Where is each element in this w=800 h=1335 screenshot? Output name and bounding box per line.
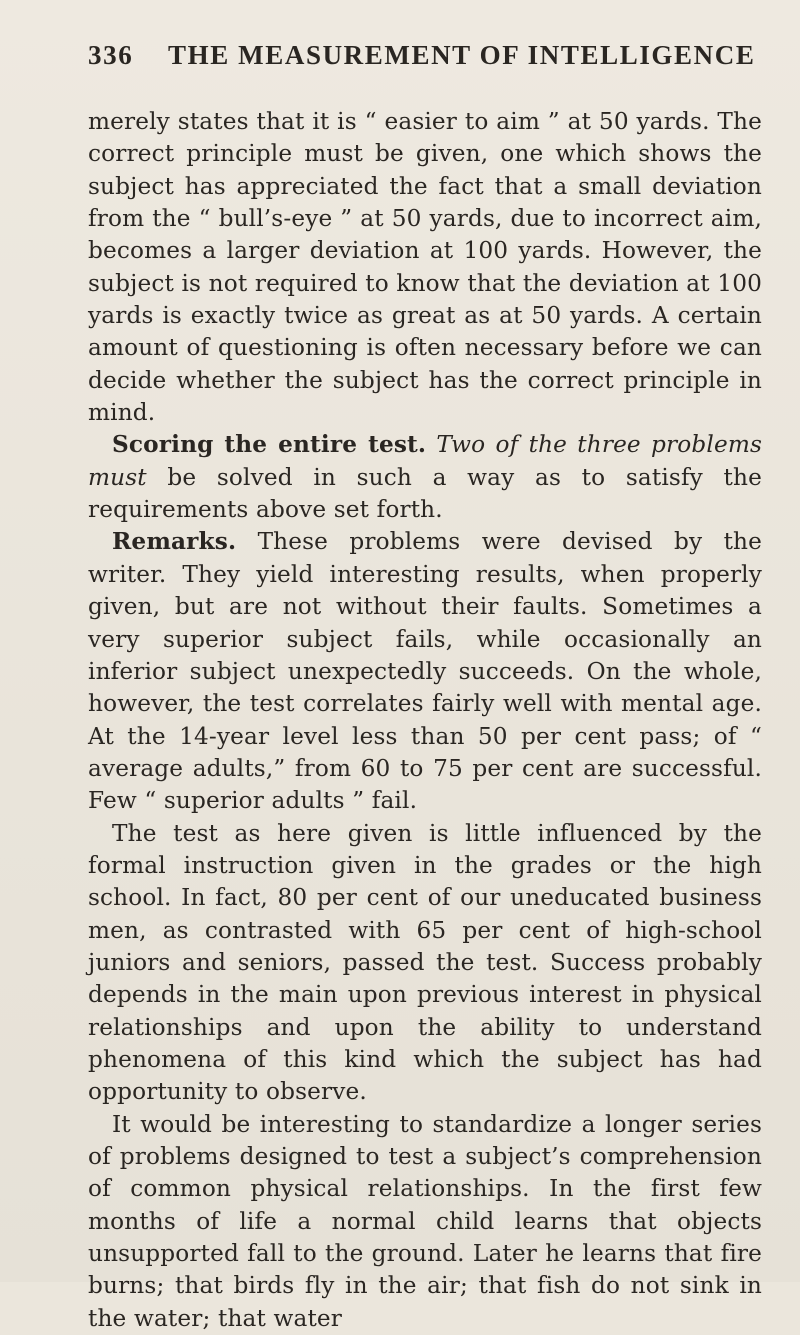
run-in-heading-remarks: Remarks. — [112, 528, 237, 556]
paragraph-scoring — [88, 429, 762, 526]
paragraph-text: be solved in such a way as to satisfy the requirements above set forth. — [88, 463, 762, 524]
paragraph-remarks — [88, 526, 762, 817]
body-text — [88, 106, 762, 1335]
run-in-heading-scoring: Scoring the entire test. — [112, 431, 427, 459]
paragraph-continuation — [88, 106, 762, 429]
paragraph-text: The test as here given is little influenced by the formal instruction given in the grades or the high school. In fact, 80 per cent of our uneducated business men, as contrasted with 65 per cent of high-school juniors and seniors, passed the test. Success probably depends in the main upon previous interest in physical relationships and upon the ability to understand phenomena of this kind which the subject has had opportunity to observe. — [88, 819, 762, 1106]
italic-text: Two of the three problems must — [88, 431, 763, 491]
running-head — [88, 40, 762, 78]
page-title: THE MEASUREMENT OF INTELLIGENCE — [168, 40, 756, 70]
paragraph-text: merely states that it is “ easier to aim ” at 50 yards. The correct principle must be given, one which shows the subject has appreciated the fact that a small deviation from the “ bull’s-eye ” at 50 yards, due to incorrect aim, becomes a larger deviation at 100 yards. However, the subject is not required to know that the deviation at 100 yards is exactly twice as great as at 50 yards. A certain amount of questioning is often necessary before we can decide whether the subject has the correct principle in mind. — [88, 108, 762, 427]
page-number: 336 — [88, 40, 134, 70]
paragraph-standardize — [88, 1109, 762, 1335]
paragraph-text: These problems were devised by the writer. They yield interesting results, when properly given, but are not without their faults. Sometimes a very superior subject fails, while occasionally an inferior subject unexpectedly succeeds. On the whole, however, the test correlates fairly well with mental age. At the 14-year level less than 50 per cent pass; of “ average adults,” from 60 to 75 per cent are successful. Few “ superior adults ” fail. — [88, 528, 762, 815]
paragraph-instruction — [88, 818, 762, 1109]
paragraph-text: It would be interesting to standardize a longer series of problems designed to test a subject’s comprehension of common physical relationships. In the first few months of life a normal child learns that objects unsupported fall to the ground. Later he learns that fire burns; that birds fly in the air; that fish do not sink in the water; that water — [88, 1110, 762, 1332]
